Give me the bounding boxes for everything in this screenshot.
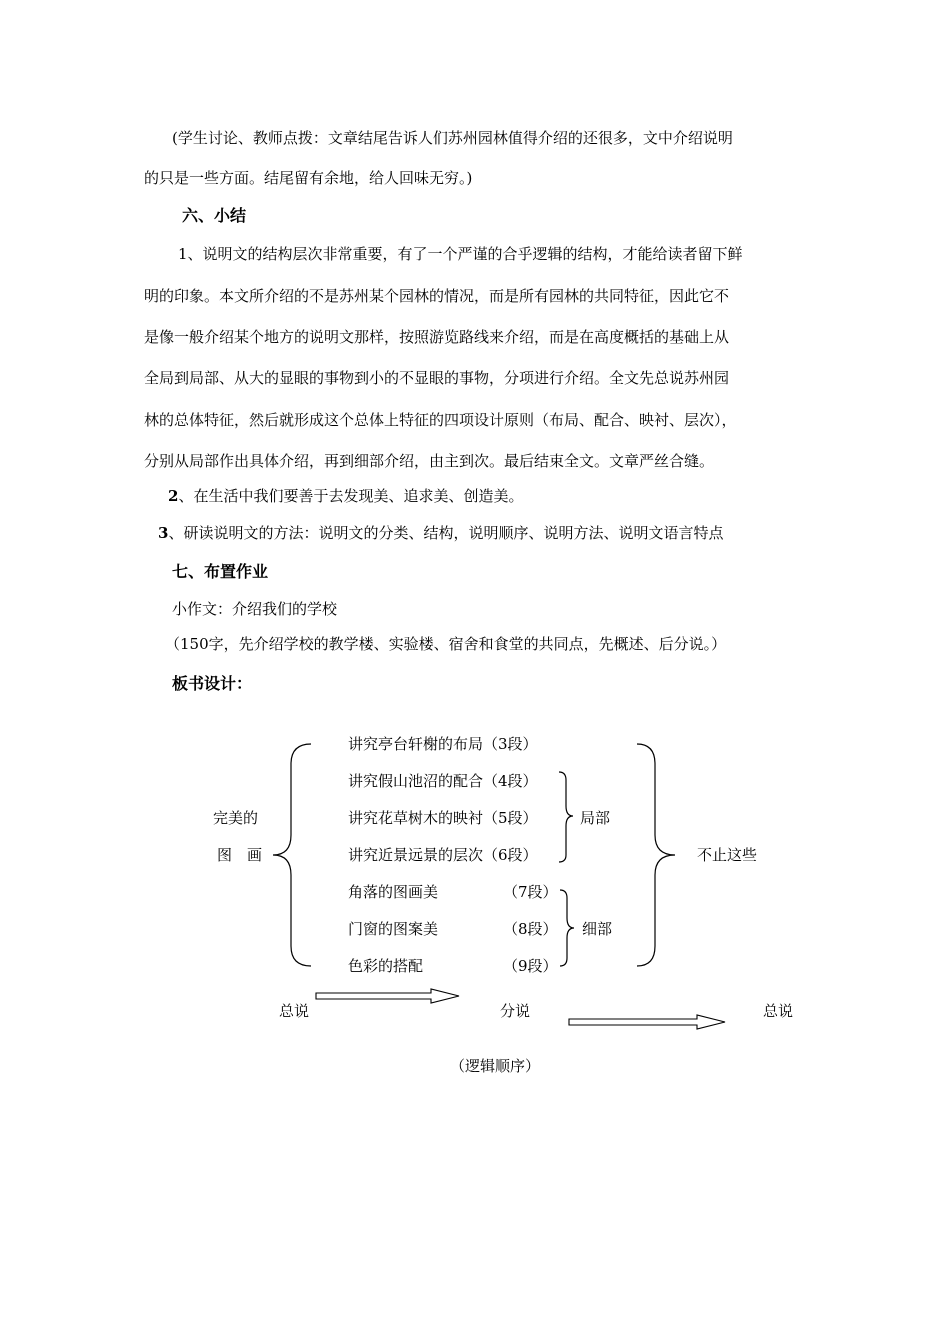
summary-3 xyxy=(158,523,723,543)
flow-end: 总说 xyxy=(763,1002,794,1020)
left-label-1: 完美的 xyxy=(213,809,259,827)
flow-arrow-2 xyxy=(569,1015,725,1029)
left-brace xyxy=(273,744,311,966)
homework-task: 小作文：介绍我们的学校 xyxy=(172,600,338,618)
item-6: 门窗的图案美 xyxy=(348,920,439,938)
summary-2-number: 2 xyxy=(168,487,179,505)
group-detail-label: 细部 xyxy=(582,920,613,938)
homework-detail: （150字，先介绍学校的教学楼、实验楼、宿舍和食堂的共同点，先概述、后分说。） xyxy=(165,635,727,653)
summary-1-line-5: 林的总体特征，然后就形成这个总体上特征的四项设计原则（布局、配合、映衬、层次）， xyxy=(144,411,737,429)
item-6-para: （8段） xyxy=(503,920,558,938)
summary-3-number: 3 xyxy=(158,524,169,542)
summary-1-line-1: 1、说明文的结构层次非常重要，有了一个严谨的合乎逻辑的结构，才能给读者留下鲜 xyxy=(178,245,743,263)
flow-middle: 分说 xyxy=(500,1002,531,1020)
item-5: 角落的图画美 xyxy=(348,883,439,901)
summary-3-text: 、研读说明文的方法：说明文的分类、结构，说明顺序、说明方法、说明文语言特点 xyxy=(168,524,724,542)
item-7-para: （9段） xyxy=(503,957,558,975)
p1-line-2: 的只是一些方面。结尾留有余地，给人回味无穷。) xyxy=(144,169,473,187)
item-3: 讲究花草树木的映衬（5段） xyxy=(348,809,538,827)
summary-2 xyxy=(168,486,523,506)
left-label-2: 图 画 xyxy=(217,846,263,864)
flow-start: 总说 xyxy=(279,1002,310,1020)
detail-brace xyxy=(560,890,574,966)
local-brace xyxy=(559,772,573,862)
item-1: 讲究亭台轩榭的布局（3段） xyxy=(348,735,538,753)
item-7: 色彩的搭配 xyxy=(348,957,424,975)
p1-line-1: (学生讨论、教师点拨：文章结尾告诉人们苏州园林值得介绍的还很多，文中介绍说明 xyxy=(172,129,733,147)
summary-1-line-6: 分别从局部作出具体介绍，再到细部介绍，由主到次。最后结束全文。文章严丝合缝。 xyxy=(144,452,715,470)
group-local-label: 局部 xyxy=(580,809,611,827)
summary-2-text: 、在生活中我们要善于去发现美、追求美、创造美。 xyxy=(178,487,524,505)
summary-1-line-4: 全局到局部、从大的显眼的事物到小的不显眼的事物，分项进行介绍。全文先总说苏州园 xyxy=(144,369,730,387)
flow-arrow-1 xyxy=(316,989,459,1003)
item-4: 讲究近景远景的层次（6段） xyxy=(348,846,538,864)
summary-1-line-2: 明的印象。本文所介绍的不是苏州某个园林的情况，而是所有园林的共同特征，因此它不 xyxy=(144,287,730,305)
heading-summary: 六、小结 xyxy=(182,206,247,225)
right-label: 不止这些 xyxy=(697,846,758,864)
right-brace xyxy=(637,744,675,966)
board-design-heading: 板书设计： xyxy=(172,674,253,693)
item-5-para: （7段） xyxy=(503,883,558,901)
heading-homework: 七、布置作业 xyxy=(172,562,269,581)
summary-1-line-3: 是像一般介绍某个地方的说明文那样，按照游览路线来介绍，而是在高度概括的基础上从 xyxy=(144,328,730,346)
order-label: （逻辑顺序） xyxy=(450,1057,541,1075)
item-2: 讲究假山池沼的配合（4段） xyxy=(348,772,538,790)
